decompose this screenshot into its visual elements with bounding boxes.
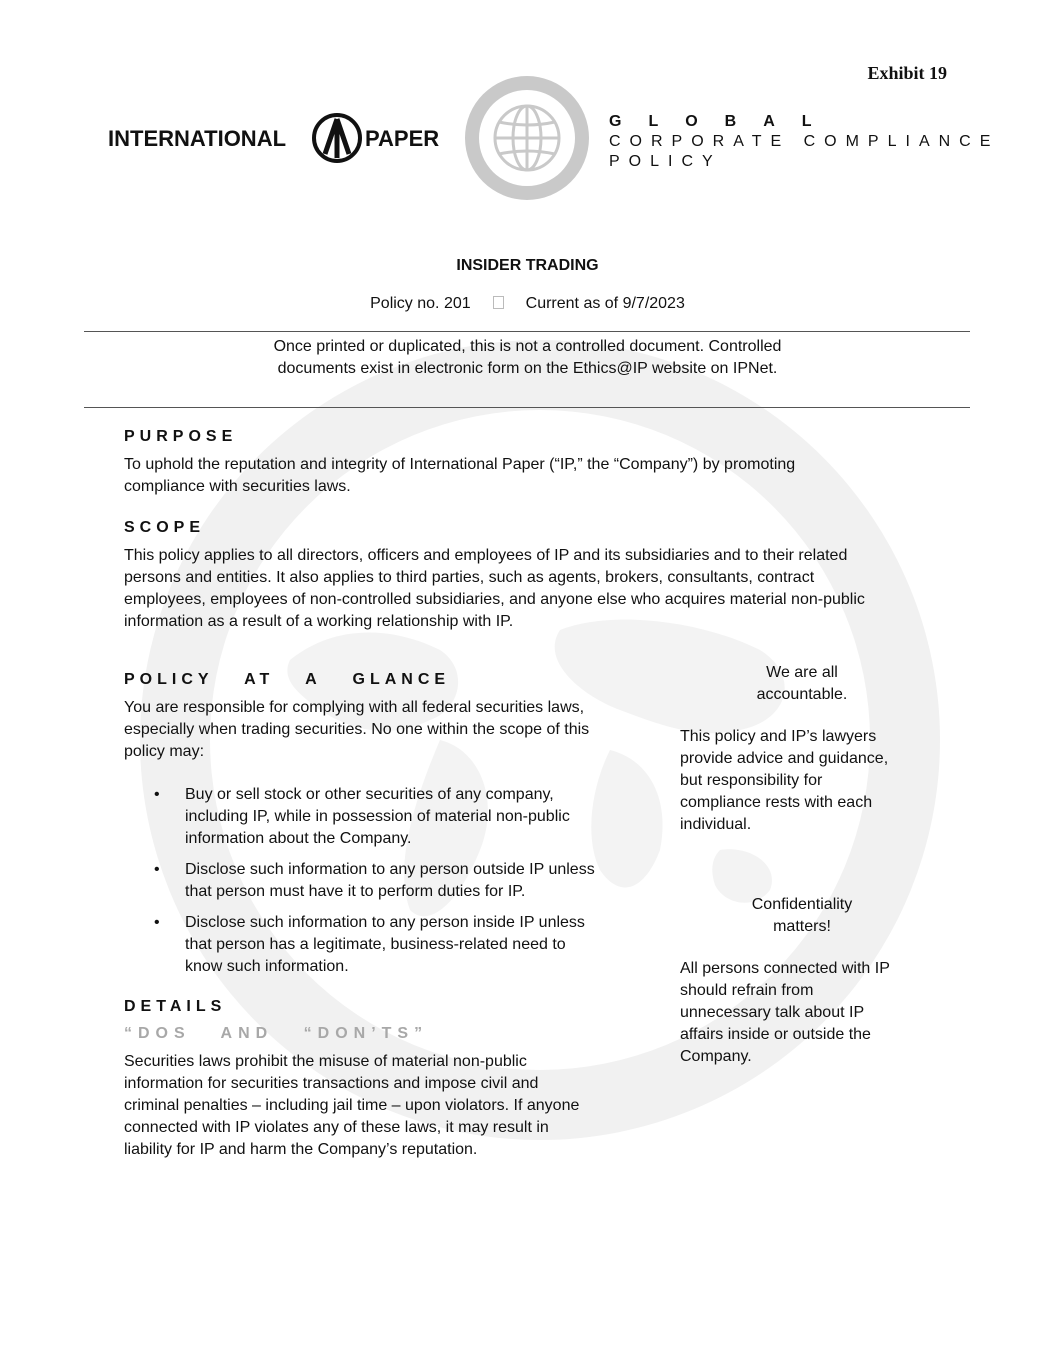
details-line: criminal penalties – including jail time – upon violators. If anyone bbox=[124, 1097, 580, 1114]
sidebar-line: unnecessary talk about IP bbox=[680, 1004, 865, 1021]
scope-line: persons and entities. It also applies to third parties, such as agents, brokers, consultants, contract bbox=[124, 569, 815, 586]
bullet-line: Buy or sell stock or other securities of any company, bbox=[185, 786, 554, 803]
bullet-icon: • bbox=[154, 914, 160, 931]
sidebar-box1-title-line: We are all bbox=[766, 664, 838, 681]
notice-line-1: Once printed or duplicated, this is not a controlled document. Controlled bbox=[273, 338, 782, 355]
sidebar-line: affairs inside or outside the bbox=[680, 1026, 871, 1043]
missing-glyph-icon bbox=[493, 296, 504, 309]
bullet-icon: • bbox=[154, 786, 160, 803]
sidebar-line: This policy and IP’s lawyers bbox=[680, 728, 877, 745]
sidebar-box2-title-line: matters! bbox=[773, 918, 831, 935]
glance-bullet-list bbox=[124, 784, 644, 987]
details-line: liability for IP and harm the Company’s reputation. bbox=[124, 1141, 478, 1158]
sidebar-box2-title-line: Confidentiality bbox=[751, 896, 853, 913]
glance-intro-line: You are responsible for complying with all federal securities laws, bbox=[124, 699, 585, 716]
sidebar-line: but responsibility for bbox=[680, 772, 823, 789]
program-title-line2: CORPORATE COMPLIANCE bbox=[609, 133, 1000, 150]
scope-line: This policy applies to all directors, officers and employees of IP and its subsidiaries and to their related bbox=[124, 547, 848, 564]
sidebar-box1-title-line: accountable. bbox=[756, 686, 848, 703]
program-title bbox=[609, 112, 999, 172]
scope-text bbox=[124, 545, 984, 633]
sidebar-box2-title bbox=[680, 894, 924, 938]
list-item bbox=[124, 859, 644, 903]
policy-meta-line bbox=[0, 295, 1055, 313]
current-as-of: Current as of 9/7/2023 bbox=[525, 295, 685, 312]
bullet-line: that person must have it to perform duties for IP. bbox=[185, 883, 526, 900]
sidebar-box1-title bbox=[680, 662, 924, 706]
glance-intro-line: especially when trading securities. No one within the scope of this bbox=[124, 721, 590, 738]
glance-heading: POLICY AT A GLANCE bbox=[124, 671, 451, 688]
scope-heading: SCOPE bbox=[124, 519, 206, 536]
details-line: Securities laws prohibit the misuse of material non-public bbox=[124, 1053, 527, 1070]
ip-tree-icon bbox=[314, 115, 360, 161]
logo-right-text: PAPER bbox=[365, 126, 440, 151]
details-line: connected with IP violates any of these laws, it may result in bbox=[124, 1119, 549, 1136]
international-paper-logo bbox=[108, 110, 443, 166]
bullet-line: Disclose such information to any person outside IP unless bbox=[185, 861, 595, 878]
exhibit-label: Exhibit 19 bbox=[867, 63, 947, 83]
sidebar-accountable bbox=[680, 662, 940, 836]
bullet-line: know such information. bbox=[185, 958, 349, 975]
details-subheading: “DOS AND “DON’TS” bbox=[124, 1025, 429, 1042]
logo-left-text: INTERNATIONAL bbox=[108, 126, 287, 151]
sidebar-line: should refrain from bbox=[680, 982, 814, 999]
bullet-line: that person has a legitimate, business-related need to bbox=[185, 936, 566, 953]
globe-icon bbox=[465, 76, 589, 200]
sidebar-line: compliance rests with each bbox=[680, 794, 873, 811]
sidebar-line: individual. bbox=[680, 816, 752, 833]
notice-line-2: documents exist in electronic form on the Ethics@IP website on IPNet. bbox=[277, 360, 778, 377]
glance-intro-line: policy may: bbox=[124, 743, 205, 760]
controlled-document-notice bbox=[0, 336, 1055, 380]
sidebar-line: provide advice and guidance, bbox=[680, 750, 889, 767]
glance-intro bbox=[124, 697, 644, 763]
purpose-text bbox=[124, 454, 964, 498]
list-item bbox=[124, 784, 644, 850]
program-title-line3: POLICY bbox=[609, 153, 722, 170]
document-title: INSIDER TRADING bbox=[456, 257, 599, 274]
sidebar-box2-text bbox=[680, 958, 940, 1068]
list-item bbox=[124, 912, 644, 978]
details-text bbox=[124, 1051, 644, 1161]
program-title-line1: GLOBAL bbox=[609, 113, 839, 130]
scope-line: information as a result of a working relationship with IP. bbox=[124, 613, 514, 630]
bullet-line: including IP, while in possession of material non-public bbox=[185, 808, 570, 825]
details-heading: DETAILS bbox=[124, 998, 227, 1015]
sidebar-confidentiality bbox=[680, 894, 940, 1068]
bullet-line: information about the Company. bbox=[185, 830, 412, 847]
sidebar-line: All persons connected with IP bbox=[680, 960, 890, 977]
policy-number: Policy no. 201 bbox=[370, 295, 471, 312]
details-line: information for securities transactions and impose civil and bbox=[124, 1075, 539, 1092]
bullet-icon: • bbox=[154, 861, 160, 878]
purpose-heading: PURPOSE bbox=[124, 428, 238, 445]
bottom-divider bbox=[84, 407, 970, 408]
scope-line: employees, employees of non-controlled subsidiaries, and anyone else who acquires material non-public bbox=[124, 591, 865, 608]
purpose-line: To uphold the reputation and integrity of International Paper (“IP,” the “Company”) by promoting bbox=[124, 456, 796, 473]
top-divider bbox=[84, 331, 970, 332]
sidebar-box1-text bbox=[680, 726, 940, 836]
bullet-line: Disclose such information to any person inside IP unless bbox=[185, 914, 585, 931]
sidebar-line: Company. bbox=[680, 1048, 752, 1065]
purpose-line: compliance with securities laws. bbox=[124, 478, 351, 495]
